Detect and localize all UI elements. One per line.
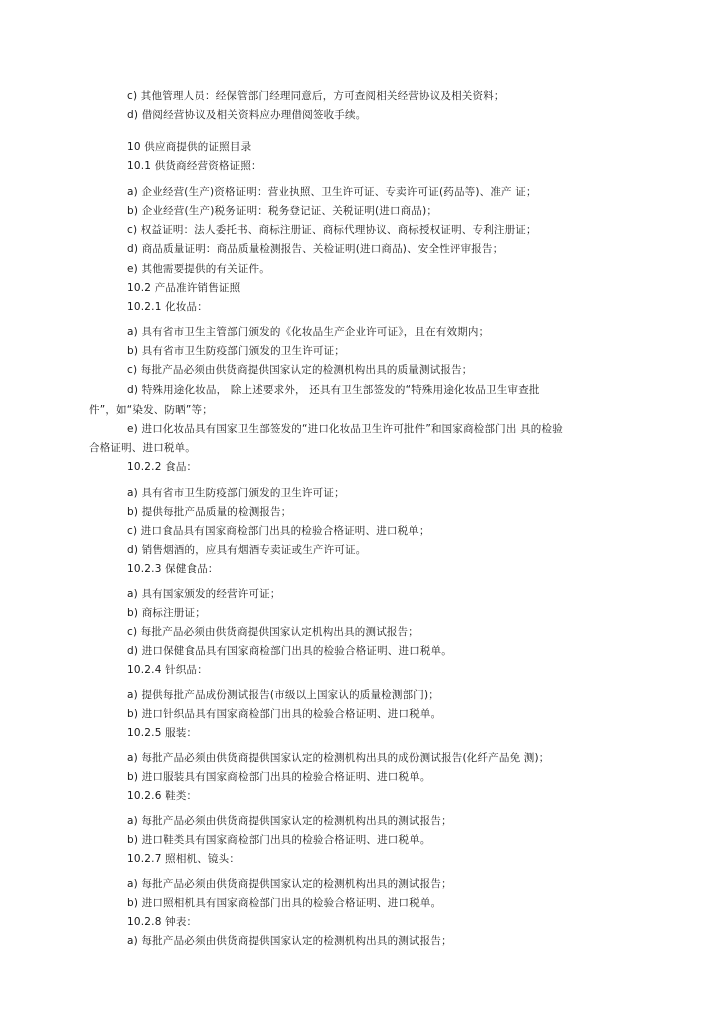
text-line: a) 企业经营(生产)资格证明：营业执照、卫生许可证、专卖许可证(药品等)、准产 证； <box>127 186 537 198</box>
section-heading: 10.2.8 钟表： <box>127 916 198 928</box>
text-line: a) 每批产品必须由供货商提供国家认定的检测机构出具的测试报告； <box>127 815 452 827</box>
text-line: a) 提供每批产品成份测试报告(市级以上国家认的质量检测部门)； <box>127 689 439 701</box>
text-line: a) 每批产品必须由供货商提供国家认定的检测机构出具的测试报告； <box>127 935 452 947</box>
section-heading: 10.2.7 照相机、镜头： <box>127 853 241 865</box>
section-heading: 10.2.5 服装： <box>127 727 198 739</box>
text-line: 件”，如“染发、防晒”等； <box>89 404 213 416</box>
text-line: b) 进口服装具有国家商检部门出具的检验合格证明、进口税单。 <box>127 771 431 783</box>
section-heading: 10.2.1 化妆品： <box>127 301 208 313</box>
text-line: d) 销售烟酒的，应具有烟酒专卖证或生产许可证。 <box>127 544 367 556</box>
text-line: c) 每批产品必须由供货商提供国家认定机构出具的测试报告； <box>127 626 420 638</box>
text-line: c) 进口食品具有国家商检部门出具的检验合格证明、进口税单； <box>127 525 430 537</box>
text-line: a) 具有国家颁发的经营许可证； <box>127 588 281 600</box>
section-heading: 10.2.6 鞋类： <box>127 790 198 802</box>
text-line: a) 具有省市卫生防疫部门颁发的卫生许可证； <box>127 487 345 499</box>
text-line: b) 提供每批产品质量的检测报告； <box>127 506 292 518</box>
text-line: b) 具有省市卫生防疫部门颁发的卫生许可证； <box>127 345 345 357</box>
section-heading: 10.2.3 保健食品： <box>127 563 219 575</box>
text-line: e) 其他需要提供的有关证件。 <box>127 263 270 275</box>
text-line: a) 具有省市卫生主管部门颁发的《化妆品生产企业许可证》，且在有效期内； <box>127 326 490 338</box>
text-line: d) 特殊用途化妆品， 除上述要求外， 还具有卫生部签发的“特殊用途化妆品卫生审查批 <box>127 384 540 396</box>
section-heading: 10.2 产品准许销售证照 <box>127 282 241 294</box>
section-heading: 10.2.2 食品： <box>127 461 198 473</box>
text-line: b) 进口针织品具有国家商检部门出具的检验合格证明、进口税单。 <box>127 708 442 720</box>
section-heading: 10.2.4 针织品： <box>127 664 208 676</box>
text-line: e) 进口化妆品具有国家卫生部签发的“进口化妆品卫生许可批件”和国家商检部门出 具的检验 <box>127 423 563 435</box>
text-line: d) 进口保健食品具有国家商检部门出具的检验合格证明、进口税单。 <box>127 645 452 657</box>
text-line: b) 商标注册证； <box>127 607 206 619</box>
section-heading: 10.1 供货商经营资格证照： <box>127 160 262 172</box>
text-line: b) 企业经营(生产)税务证明：税务登记证、关税证明(进口商品)； <box>127 205 438 217</box>
text-line: b) 进口照相机具有国家商检部门出具的检验合格证明、进口税单。 <box>127 897 442 909</box>
text-line: d) 借阅经营协议及相关资料应办理借阅签收手续。 <box>127 109 367 121</box>
text-line: c) 其他管理人员：经保管部门经理同意后，方可查阅相关经营协议及相关资料； <box>127 90 505 102</box>
text-line: a) 每批产品必须由供货商提供国家认定的检测机构出具的测试报告； <box>127 878 452 890</box>
text-line: b) 进口鞋类具有国家商检部门出具的检验合格证明、进口税单。 <box>127 834 431 846</box>
text-line: d) 商品质量证明：商品质量检测报告、关检证明(进口商品)、安全性评审报告； <box>127 243 504 255</box>
text-line: 合格证明、进口税单。 <box>89 442 196 454</box>
text-line: c) 每批产品必须由供货商提供国家认定的检测机构出具的质量测试报告； <box>127 364 473 376</box>
text-line: c) 权益证明：法人委托书、商标注册证、商标代理协议、商标授权证明、专利注册证； <box>127 224 537 236</box>
text-line: a) 每批产品必须由供货商提供国家认定的检测机构出具的成份测试报告(化纤产品免 测)； <box>127 752 550 764</box>
section-heading: 10 供应商提供的证照目录 <box>127 141 252 153</box>
